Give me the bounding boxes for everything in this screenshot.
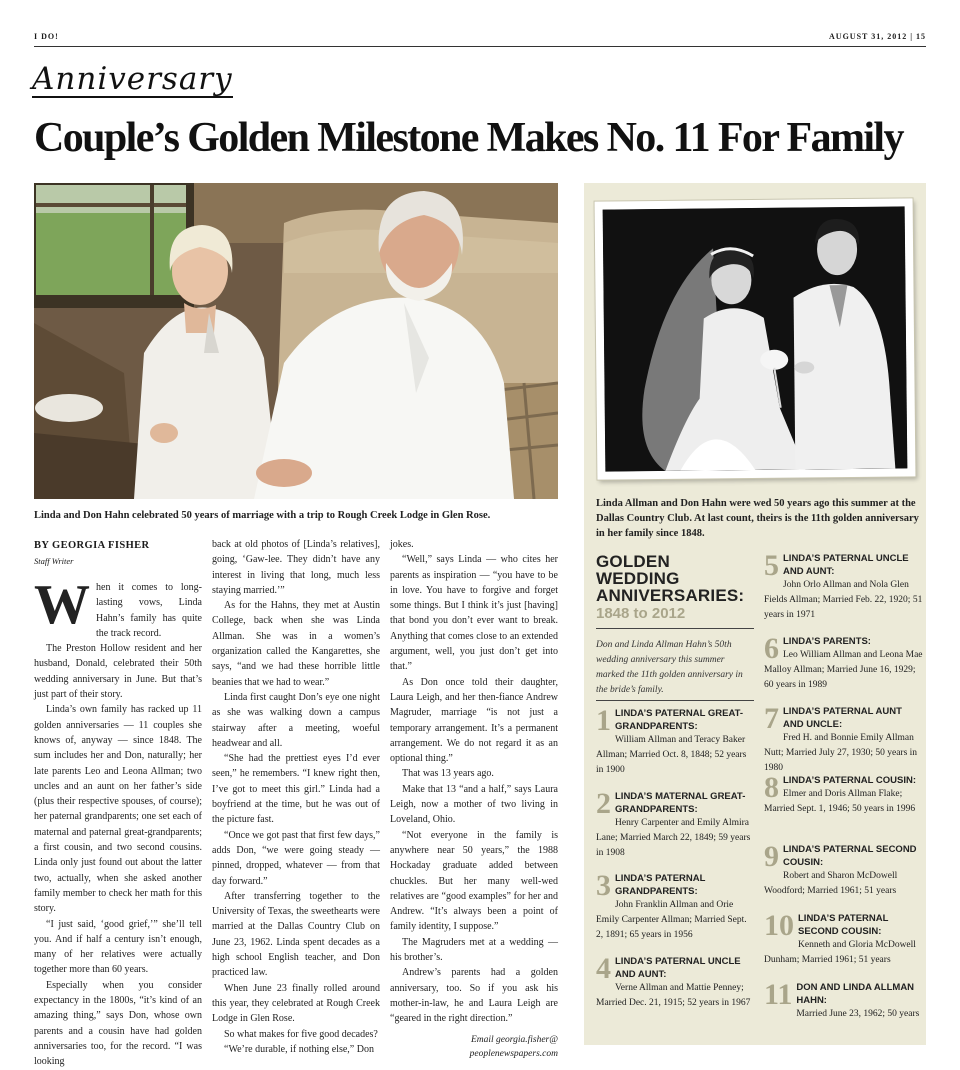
article-paragraph: “I just said, ‘good grief,’” she’ll tell you. And if half a century isn’t enough, many of her relatives were actually together more than 60 years. (34, 918, 202, 976)
article-paragraph: “Once we got past that first few days,” adds Don, “we were going steady — pinned, dropped, whatever — from that day forward.” (212, 829, 380, 887)
article-paragraph: The Magruders met at a wedding — his brother’s. (390, 936, 558, 964)
article-paragraph: Especially when you consider expectancy in the 1800s, “it’s kind of an amazing thing,” says Don, whose own parents and a cousin have had golden anniversaries too, for the record. “I was looking (34, 979, 202, 1068)
article-paragraph: “Well,” says Linda — who cites her parents as inspiration — “you have to be in love. You have to forgive and forget some things. But I think it’s just [having] that bond you don’t ever want to break. Anything that comes close to an extended argument, well, you just don’t get into that.” (390, 554, 558, 673)
article-paragraph: As Don once told their daughter, Laura Leigh, and her then-fiance Andrew Magruder, marriage “is not just a temporary arrangement. It’s a permanent arrangement. We do not regard it as an optional thing.” (390, 676, 558, 765)
entry-label: LINDA’S PATERNAL GREAT-GRANDPARENTS: (615, 708, 744, 732)
entry-detail: Robert and Sharon McDowell Woodford; Married 1961; 51 years (764, 871, 898, 896)
entry-label: LINDA’S PATERNAL SECOND COUSIN: (798, 913, 889, 937)
entry-number: 8 (764, 771, 779, 804)
entry-detail: John Orlo Allman and Nola Glen Fields Allman; Married Feb. 22, 1920; 51 years in 1971 (764, 580, 923, 620)
article-paragraph: jokes. (390, 539, 414, 550)
entry-label: LINDA’S PATERNAL GRANDPARENTS: (615, 873, 706, 897)
anniversary-entry (764, 549, 924, 623)
anniversary-entry (764, 978, 924, 1022)
wedding-photo-illustration (603, 206, 908, 471)
date-page-number: AUGUST 31, 2012 | 15 (829, 32, 926, 41)
article-paragraph: When it comes to long-lasting vows, Linda Hahn’s family has quite the track record. (34, 574, 202, 639)
sidebar-divider (596, 628, 754, 629)
article-paragraph: “We’re durable, if nothing else,” Don (224, 1043, 374, 1055)
anniversary-entry (764, 632, 924, 693)
article-paragraph: The Preston Hollow resident and her husband, Donald, celebrated their 50th wedding anniversary in June. But that’s just part of their story. (34, 643, 202, 701)
article-paragraph: Make that 13 “and a half,” says Laura Leigh, now a mother of two living in Loveland, Ohio. (390, 783, 558, 826)
headline: Couple’s Golden Milestone Makes No. 11 For Family (34, 115, 903, 161)
entry-number: 4 (596, 952, 611, 985)
page-header (34, 28, 926, 44)
article-paragraph: Linda’s own family has racked up 11 golden anniversaries — 11 couples she knows of, anyway — since 1848. The sum includes her and Don, naturally; her late parents Leo and Leona Allman; two uncles and an aunt on her father’s side (plus their respective spouses, of course); her paternal grandparents; one set each of maternal and paternal great-grandparents; a first cousin, and two second cousins. Linda only just found out about the latter two, actually, when she asked another family member to check her math for this story. (34, 704, 202, 915)
main-photo-caption: Linda and Don Hahn celebrated 50 years of marriage with a trip to Rough Creek Lodge in Glen Rose. (34, 510, 491, 521)
entry-number: 7 (764, 702, 779, 735)
entry-detail: John Franklin Allman and Orie Emily Carpenter Allman; Married Sept. 2, 1891; 65 years in 1956 (596, 900, 747, 940)
article-paragraph: Andrew’s parents had a golden anniversary, too. So if you ask his mother-in-law, he and Laura Leigh are “geared in the right direction.” (390, 967, 558, 1025)
anniversary-entry (596, 704, 756, 778)
anniversary-entry (764, 840, 924, 899)
entry-label: LINDA’S PATERNAL COUSIN: (783, 775, 917, 786)
couple-photo-illustration (34, 183, 558, 499)
article-paragraph: Linda first caught Don’s eye one night as she was walking down a campus stairway after a meeting, woeful headwear and all. (212, 691, 380, 749)
anniversary-entry (596, 787, 756, 861)
article-column-3 (390, 537, 558, 1061)
article-paragraph: “Not everyone in the family is anywhere near 50 years,” the 1988 Hockaday graduate added between chuckles. But her many well-wed relatives are “good examples” for her and Andrew. “It’s always been a point of family identity, I suppose.” (390, 829, 558, 933)
entry-detail: Elmer and Doris Allman Flake; Married Sept. 1, 1946; 50 years in 1996 (764, 789, 916, 814)
entry-detail: Married June 23, 1962; 50 years (796, 1009, 920, 1019)
entry-label: DON AND LINDA ALLMAN HAHN: (796, 982, 915, 1006)
entry-number: 2 (596, 787, 611, 820)
entry-number: 3 (596, 869, 611, 902)
byline: BY GEORGIA FISHER (34, 540, 150, 551)
entry-label: LINDA’S MATERNAL GREAT-GRANDPARENTS: (615, 791, 746, 815)
main-photo (34, 183, 558, 499)
entry-number: 1 (596, 704, 611, 737)
drop-cap: W (34, 574, 90, 636)
entry-number: 11 (764, 978, 793, 1011)
entry-detail: Kenneth and Gloria McDowell Dunham; Married 1961; 51 years (764, 940, 916, 965)
section-name: I DO! (34, 32, 59, 41)
entry-number: 9 (764, 840, 779, 873)
entry-detail: Fred H. and Bonnie Emily Allman Nutt; Married July 27, 1930; 50 years in 1980 (764, 733, 918, 773)
entry-number: 6 (764, 632, 779, 665)
author-email[interactable]: Email georgia.fisher@ peoplenewspapers.com (469, 1034, 558, 1059)
entry-label: LINDA’S PATERNAL AUNT AND UNCLE: (783, 706, 902, 730)
article-paragraph: As for the Hahns, they met at Austin College, back when she was Linda Allman. She was in a women’s organization called the Kangarettes, she says, “and we had these horrible little beanies that we had to wear.” (212, 600, 380, 688)
anniversary-entry (764, 771, 924, 817)
wedding-photo (595, 198, 916, 479)
article-column-1 (34, 574, 202, 1070)
section-tag: Anniversary (32, 61, 233, 97)
entry-label: LINDA’S PATERNAL SECOND COUSIN: (783, 844, 917, 868)
anniversary-entry (764, 702, 924, 776)
anniversary-entry (764, 909, 924, 968)
anniversary-entry (596, 869, 756, 943)
entry-detail: Henry Carpenter and Emily Almira Lane; Married March 22, 1849; 59 years in 1908 (596, 818, 751, 858)
entry-detail: Verne Allman and Mattie Penney; Married Dec. 21, 1915; 52 years in 1967 (596, 983, 751, 1008)
byline-role: Staff Writer (34, 556, 74, 566)
entry-label: LINDA’S PATERNAL UNCLE AND AUNT: (783, 553, 909, 577)
sidebar-intro: Don and Linda Allman Hahn’s 50th wedding anniversary this summer marked the 11th golden anniversary in the bride’s family. (596, 640, 743, 695)
article-paragraph: When June 23 finally rolled around this year, they celebrated at Rough Creek Lodge in Glen Rose. (212, 982, 380, 1025)
wedding-photo-caption: Linda Allman and Don Hahn were wed 50 years ago this summer at the Dallas Country Club. At last count, theirs is the 11th golden anniversary in her family since 1848. (596, 498, 919, 539)
entry-detail: William Allman and Teracy Baker Allman; Married Oct. 8, 1848; 52 years in 1900 (596, 735, 747, 775)
article-paragraph: back at old photos of [Linda’s relatives], going, ‘Gaw-lee. They didn’t have any interest in living that long, much less staying married.’” (212, 539, 380, 596)
sidebar-title: GOLDEN WEDDING ANNIVERSARIES: (596, 552, 745, 605)
article-paragraph: That was 13 years ago. (402, 768, 494, 780)
article-paragraph: “She had the prettiest eyes I’d ever seen,” he remembers. “I knew right then, I’ve got to meet this girl.” Linda had a boyfriend at the time, but he was out of the picture fast. (212, 753, 380, 826)
entry-detail: Leo William Allman and Leona Mae Malloy Allman; Married June 16, 1929; 60 years in 1989 (764, 650, 923, 690)
entry-label: LINDA’S PATERNAL UNCLE AND AUNT: (615, 956, 741, 980)
entry-label: LINDA’S PARENTS: (783, 636, 871, 647)
article-paragraph: So what makes for five good decades? (224, 1028, 378, 1040)
sidebar-date-range: 1848 to 2012 (596, 605, 686, 622)
header-rule (34, 46, 926, 47)
entry-number: 10 (764, 909, 794, 942)
sidebar-divider (596, 700, 754, 701)
article-column-2 (212, 537, 380, 1057)
anniversary-entry (596, 952, 756, 1011)
article-paragraph: After transferring together to the University of Texas, the sweethearts were married at the Dallas Country Club on June 23, 1962. Linda spent decades as a high school English teacher, and Don practiced law. (212, 890, 380, 979)
entry-number: 5 (764, 549, 779, 582)
